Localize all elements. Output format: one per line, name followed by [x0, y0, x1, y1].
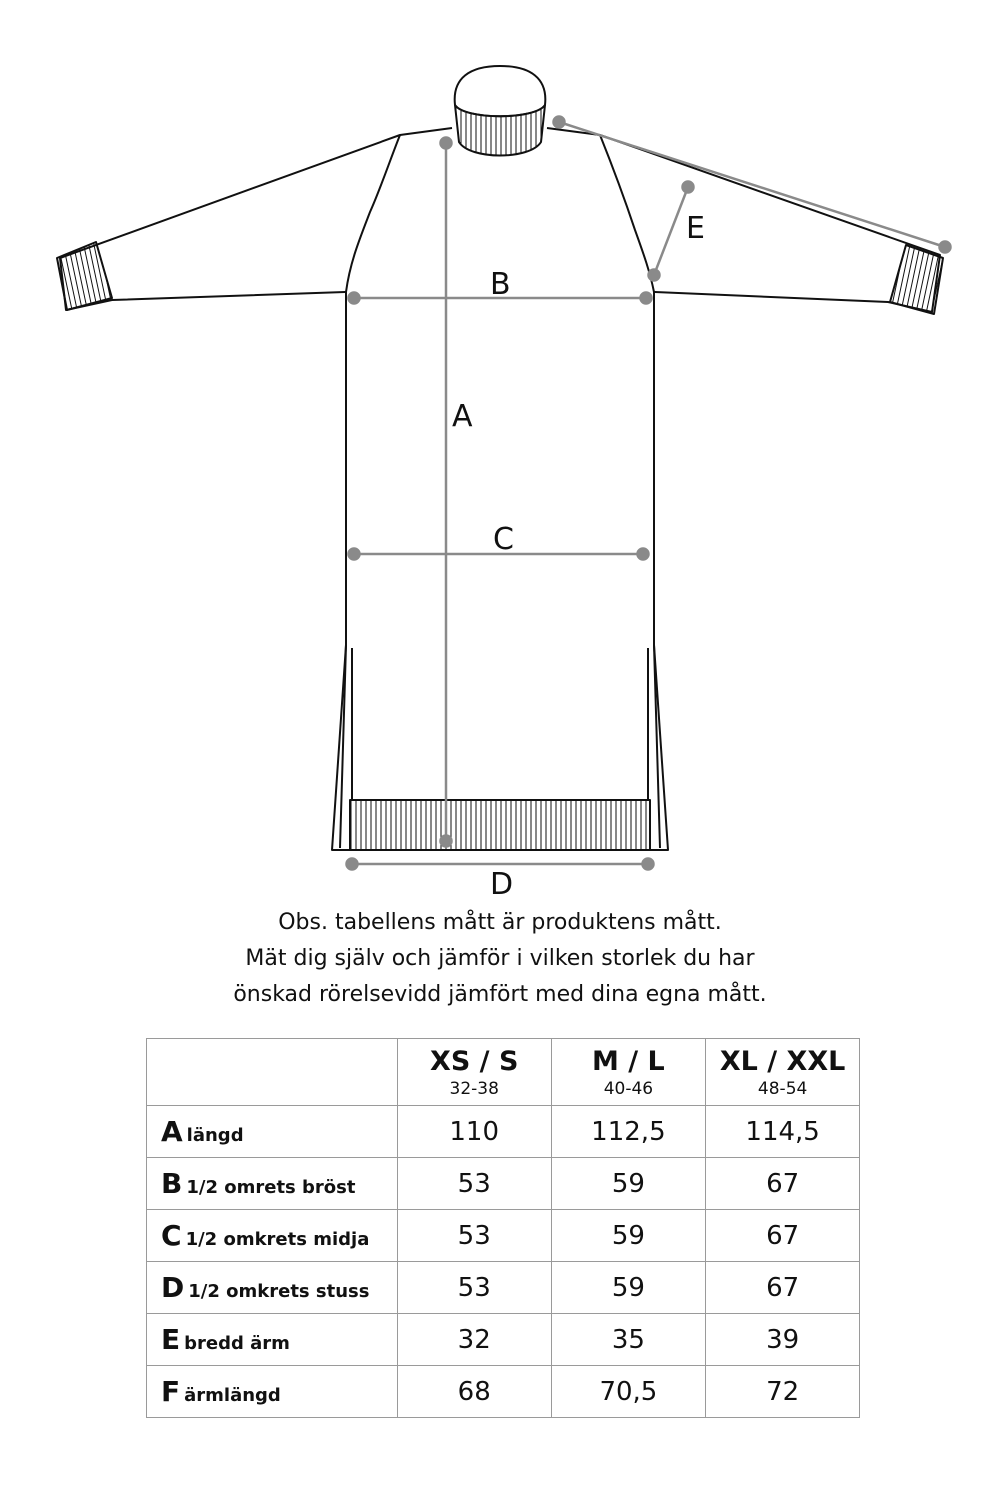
table-row [147, 1210, 860, 1262]
row-label [147, 1106, 398, 1158]
size-table [146, 1038, 860, 1418]
value-cell: 110 [397, 1106, 551, 1158]
value-cell: 112,5 [551, 1106, 706, 1158]
value-cell: 35 [551, 1314, 706, 1366]
header-size-xl-xxl [706, 1039, 860, 1106]
note-line-1: Obs. tabellens mått är produktens mått. [278, 910, 722, 935]
row-letter: B [161, 1167, 183, 1200]
size-range: 32-38 [449, 1079, 499, 1099]
row-letter: D [161, 1271, 185, 1304]
row-description: längd [186, 1125, 244, 1146]
row-label [147, 1366, 398, 1418]
label-A: A [452, 399, 473, 434]
value-cell: 67 [706, 1262, 860, 1314]
note-line-2: Mät dig själv och jämför i vilken storlek du har [245, 946, 755, 971]
value-cell: 32 [397, 1314, 551, 1366]
collar-top [455, 66, 546, 116]
size-range: 40-46 [603, 1079, 654, 1099]
row-letter: C [161, 1219, 182, 1252]
value-cell: 53 [397, 1158, 551, 1210]
table-row [147, 1262, 860, 1314]
left-cuff [57, 242, 112, 310]
row-label [147, 1158, 398, 1210]
label-C: C [493, 522, 514, 557]
table-row [147, 1158, 860, 1210]
row-letter: E [161, 1323, 181, 1356]
value-cell: 53 [397, 1210, 551, 1262]
row-label [147, 1262, 398, 1314]
row-label [147, 1314, 398, 1366]
row-description: bredd ärm [184, 1333, 290, 1354]
value-cell: 39 [706, 1314, 860, 1366]
value-cell: 59 [551, 1262, 706, 1314]
size-label: XL / XXL [719, 1046, 846, 1077]
row-description: 1/2 omrets bröst [186, 1177, 356, 1198]
right-cuff [890, 245, 943, 314]
label-D: D [490, 867, 514, 900]
measure-E-line [654, 187, 688, 275]
header-empty-cell [147, 1039, 398, 1106]
measure-F-line [559, 122, 945, 247]
size-label: XS / S [430, 1046, 519, 1077]
label-B: B [490, 267, 511, 302]
right-sleeve [547, 128, 940, 312]
measurement-note [0, 905, 1000, 1013]
value-cell: 72 [706, 1366, 860, 1418]
label-E: E [686, 211, 705, 246]
header-size-xs-s [397, 1039, 551, 1106]
body [332, 292, 668, 850]
row-label [147, 1210, 398, 1262]
row-description: 1/2 omkrets midja [185, 1229, 370, 1250]
value-cell: 59 [551, 1210, 706, 1262]
value-cell: 59 [551, 1158, 706, 1210]
row-letter: F [161, 1375, 181, 1408]
value-cell: 114,5 [706, 1106, 860, 1158]
value-cell: 70,5 [551, 1366, 706, 1418]
hem-rib [350, 800, 650, 850]
size-label: M / L [592, 1046, 665, 1077]
value-cell: 53 [397, 1262, 551, 1314]
table-row [147, 1366, 860, 1418]
table-row [147, 1314, 860, 1366]
header-size-m-l [551, 1039, 706, 1106]
value-cell: 67 [706, 1158, 860, 1210]
garment-outline [57, 66, 943, 850]
note-line-3: önskad rörelsevidd jämfört med dina egna mått. [233, 982, 767, 1007]
table-row [147, 1106, 860, 1158]
value-cell: 68 [397, 1366, 551, 1418]
row-description: ärmlängd [184, 1385, 281, 1406]
row-letter: A [161, 1115, 183, 1148]
size-header-row [147, 1039, 860, 1106]
row-description: 1/2 omkrets stuss [188, 1281, 370, 1302]
value-cell: 67 [706, 1210, 860, 1262]
measure-labels [452, 211, 705, 900]
size-range: 48-54 [757, 1079, 808, 1099]
